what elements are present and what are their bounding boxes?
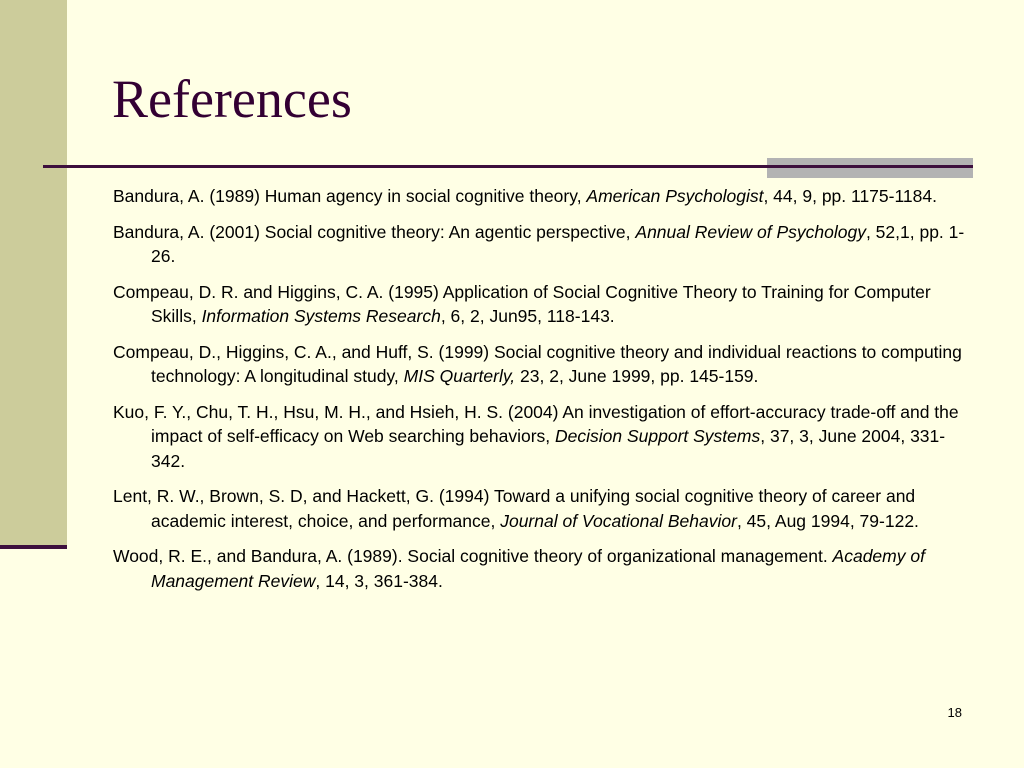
title-accent-block — [767, 158, 973, 178]
reference-text: Bandura, A. (1989) Human agency in social cognitive theory, — [113, 186, 587, 206]
page-number: 18 — [947, 705, 962, 720]
reference-item — [113, 280, 973, 329]
reference-item — [113, 544, 973, 593]
reference-list — [113, 184, 973, 604]
reference-text: Bandura, A. (2001) Social cognitive theory: An agentic perspective, — [113, 221, 636, 242]
reference-source: Annual Review of Psychology — [635, 221, 866, 242]
reference-item — [113, 400, 973, 474]
reference-item — [113, 484, 973, 533]
reference-source: Information Systems Research — [201, 306, 441, 326]
reference-text: Kuo, F. Y., Chu, T. H., Hsu, M. H., and Hsieh, H. S. (2004) An investigation of effort-accuracy trade-off and the impact of self-efficacy on Web searching behaviors, — [113, 401, 959, 446]
reference-details: , 6, 2, Jun95, 118-143. — [440, 306, 615, 326]
reference-source: Decision Support Systems — [555, 426, 761, 446]
reference-details: , 37, 3, June 2004, 331-342. — [151, 426, 946, 471]
reference-text: Compeau, D., Higgins, C. A., and Huff, S. (1999) Social cognitive theory and individual reactions to computing technology: A longitudinal study, — [113, 341, 962, 386]
reference-details: 23, 2, June 1999, pp. 145-159. — [515, 366, 759, 386]
title-accent-line — [767, 165, 973, 168]
reference-source: MIS Quarterly, — [403, 366, 516, 386]
slide-title: References — [112, 69, 352, 129]
reference-details: , 52,1, pp. 1-26. — [151, 221, 965, 266]
reference-source: American Psychologist — [586, 186, 764, 206]
reference-item — [113, 340, 973, 389]
reference-source: Academy of Management Review — [151, 546, 925, 591]
reference-details: , 14, 3, 361-384. — [315, 570, 443, 591]
reference-details: , 45, Aug 1994, 79-122. — [736, 510, 919, 531]
reference-text: Wood, R. E., and Bandura, A. (1989). Social cognitive theory of organizational management. — [113, 546, 833, 566]
reference-text: Compeau, D. R. and Higgins, C. A. (1995) Application of Social Cognitive Theory to Training for Computer Skills, — [113, 281, 931, 326]
reference-text: Lent, R. W., Brown, S. D, and Hackett, G. (1994) Toward a unifying social cognitive theory of career and academic interest, choice, and performance, — [113, 486, 916, 531]
reference-item — [113, 184, 973, 209]
left-decorative-bar — [0, 0, 67, 546]
reference-item — [113, 220, 973, 269]
left-bar-underline — [0, 545, 67, 549]
reference-source: Journal of Vocational Behavior — [500, 510, 737, 531]
reference-details: , 44, 9, pp. 1175-1184. — [763, 186, 937, 206]
